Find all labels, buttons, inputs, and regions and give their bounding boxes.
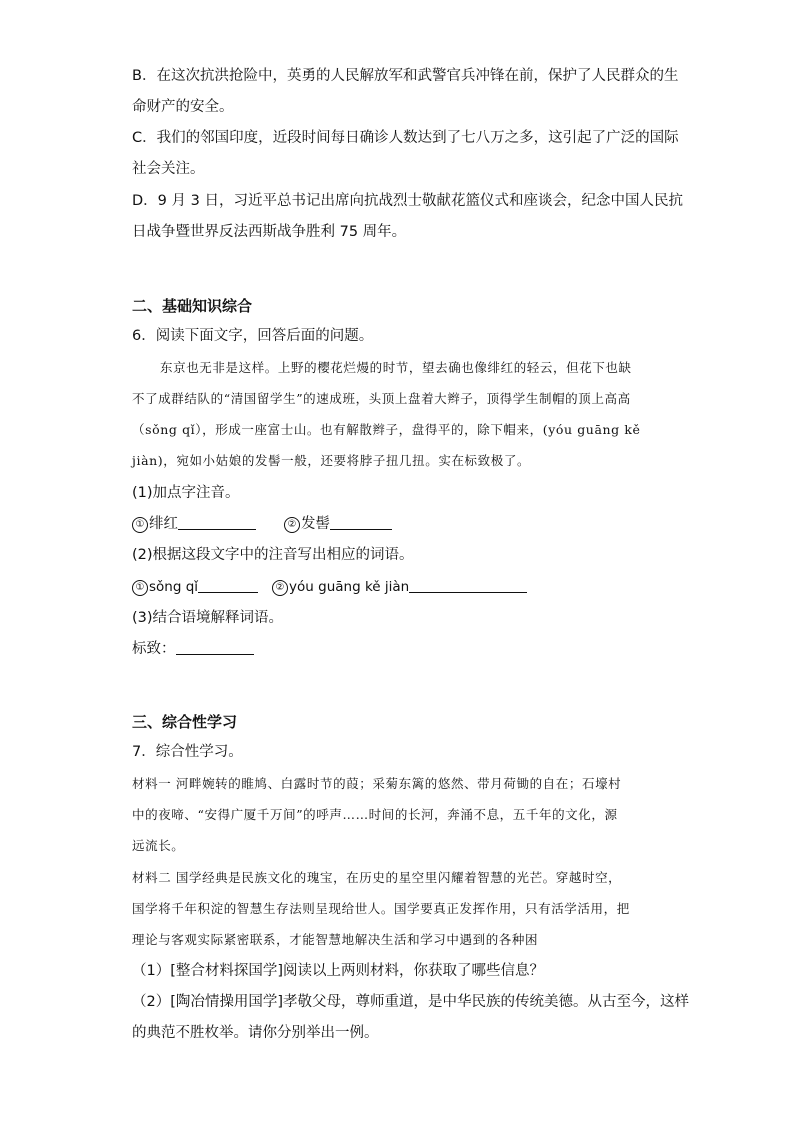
term-faji: 发髻	[301, 516, 330, 532]
circled-1: ①	[132, 580, 148, 596]
section-2-heading: 二、基础知识综合	[132, 297, 253, 315]
sub-question-2-answers	[132, 577, 527, 597]
sub-question-1: (1)加点字注音。	[132, 485, 240, 501]
sub-question-3-answers	[132, 639, 254, 659]
material-2-line-3: 理论与客观实际紧密联系，才能智慧地解决生活和学习中遇到的各种困	[132, 932, 539, 947]
sub-question-3: (3)结合语境解释词语。	[132, 610, 284, 626]
pinyin-songqi: sǒng qǐ	[149, 579, 199, 595]
question-7-2-line-1: （2）[陶冶情操用国学]孝敬父母，尊师重道，是中华民族的传统美德。从古至今，这样	[132, 994, 690, 1010]
passage-line-3: （sǒng qǐ），形成一座富士山。也有解散辫子，盘得平的，除下帽来，(yóu guāng kě	[132, 422, 641, 437]
option-d-line-2: 日战争暨世界反法西斯战争胜利 75 周年。	[132, 224, 407, 240]
sub-question-2: (2)根据这段文字中的注音写出相应的词语。	[132, 547, 414, 563]
passage-line-2: 不了成群结队的“清国留学生”的速成班，头顶上盘着大辫子，顶得学生制帽的顶上高高	[132, 391, 631, 406]
answer-blank[interactable]	[330, 515, 392, 530]
question-6: 6．阅读下面文字，回答后面的问题。	[132, 328, 374, 344]
section-3-heading: 三、综合性学习	[132, 713, 238, 731]
passage-line-4: jiàn)，宛如小姑娘的发髻一般，还要将脖子扭几扭。实在标致极了。	[132, 453, 531, 468]
material-1-line-1: 材料一 河畔婉转的睢鸠、白露时节的葭；采菊东篱的悠然、带月荷锄的自在；石壕村	[132, 776, 622, 791]
sub-question-1-answers	[132, 514, 392, 534]
answer-blank[interactable]	[409, 578, 527, 593]
material-2-line-1: 材料二 国学经典是民族文化的瑰宝，在历史的星空里闪耀着智慧的光芒。穿越时空，	[132, 870, 622, 885]
question-7-2-line-2: 的典范不胜枚举。请你分别举出一例。	[132, 1025, 379, 1041]
answer-blank[interactable]	[178, 515, 256, 530]
answer-blank[interactable]	[198, 578, 258, 593]
option-b-line-1: B．在这次抗洪抢险中，英勇的人民解放军和武警官兵冲锋在前，保护了人民群众的生	[132, 68, 679, 84]
material-2-line-2: 国学将千年积淀的智慧生存法则呈现给世人。国学要真正发挥作用，只有活学活用，把	[132, 901, 630, 916]
material-1-line-2: 中的夜啼、“安得广厦千万间”的呼声……时间的长河，奔涌不息，五千年的文化，源	[132, 807, 618, 822]
circled-2: ②	[272, 580, 288, 596]
option-c-line-1: C．我们的邻国印度，近段时间每日确诊人数达到了七八万之多，这引起了广泛的国际	[132, 130, 679, 146]
passage-line-1: 东京也无非是这样。上野的樱花烂熳的时节，望去确也像绯红的轻云，但花下也缺	[160, 360, 632, 375]
term-biaozhi: 标致：	[132, 641, 176, 657]
term-feihong: 绯红	[149, 516, 178, 532]
question-7-1: （1）[整合材料探国学]阅读以上两则材料，你获取了哪些信息？	[132, 963, 545, 979]
option-c-line-2: 社会关注。	[132, 161, 205, 177]
circled-2: ②	[284, 517, 300, 533]
pinyin-youguangkejian: yóu guāng kě jiàn	[289, 579, 410, 595]
material-1-line-3: 远流长。	[132, 838, 185, 853]
question-7: 7．综合性学习。	[132, 744, 243, 760]
answer-blank[interactable]	[176, 640, 254, 655]
circled-1: ①	[132, 517, 148, 533]
option-b-line-2: 命财产的安全。	[132, 99, 234, 115]
option-d-line-1: D．9 月 3 日，习近平总书记出席向抗战烈士敬献花篮仪式和座谈会，纪念中国人民抗	[132, 193, 683, 209]
